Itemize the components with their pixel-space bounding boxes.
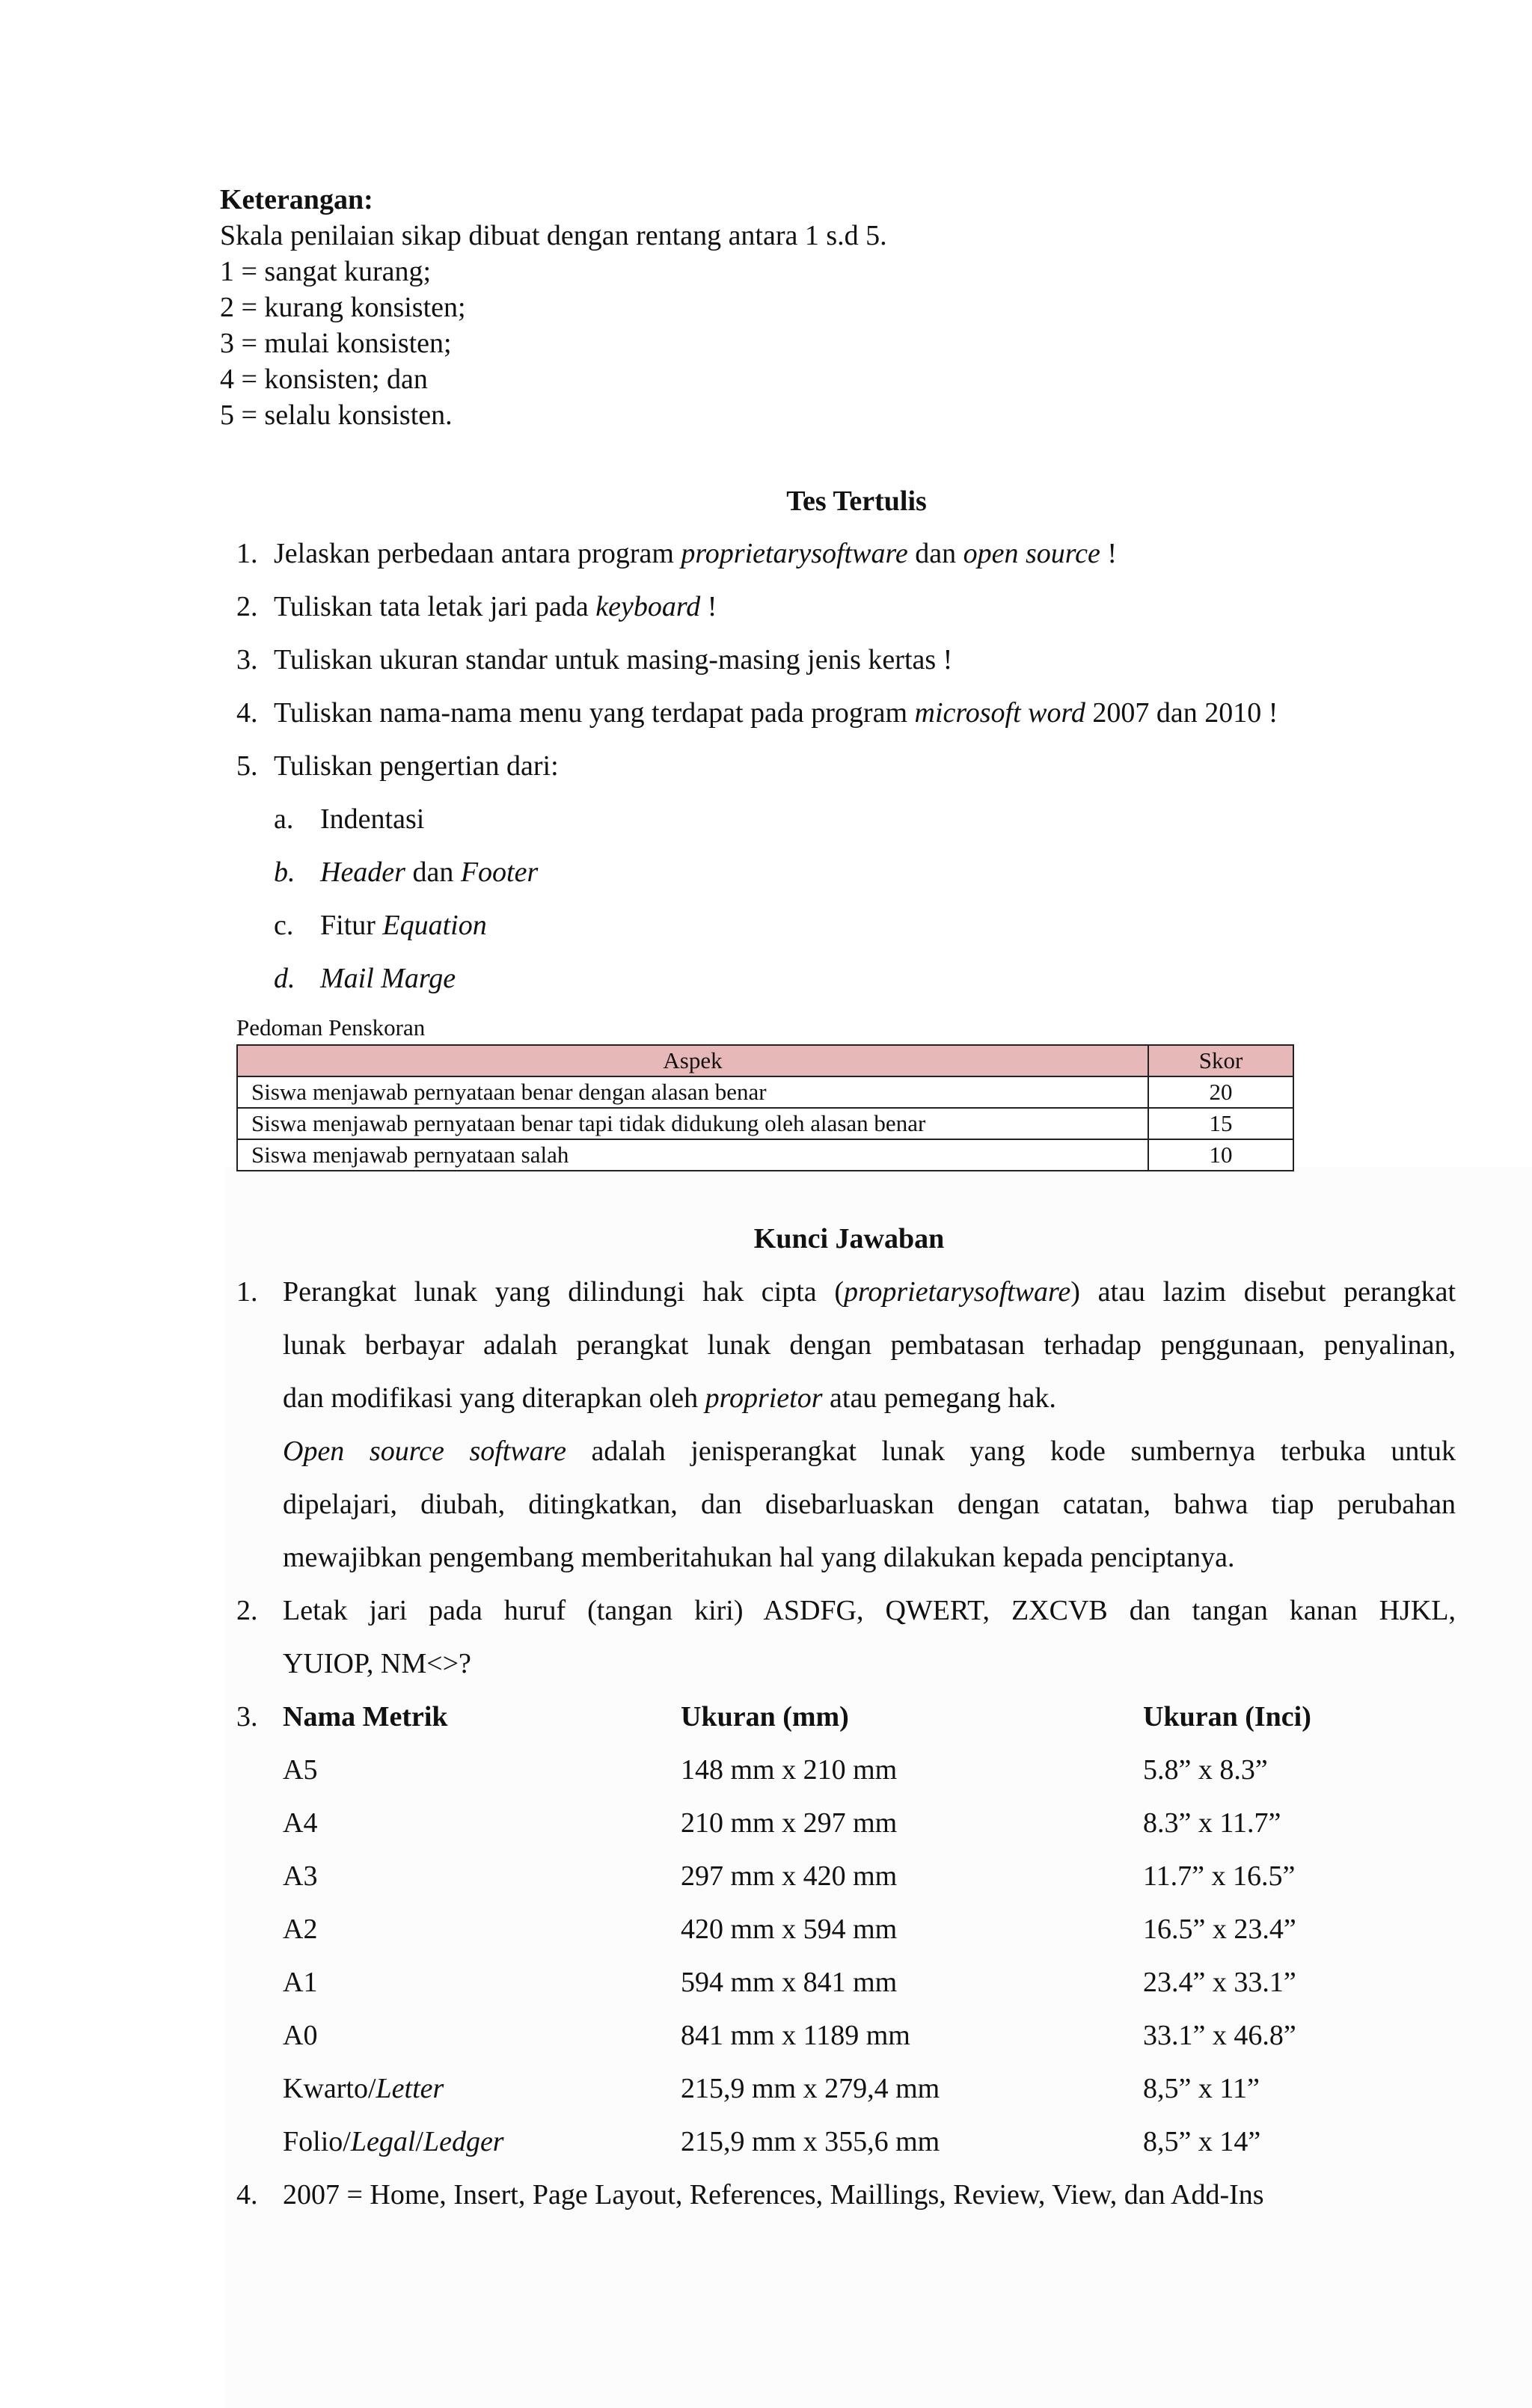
table-header-row [237, 1045, 1293, 1076]
paper-name: A2 [283, 1914, 318, 1945]
keterangan-line: 2 = kurang konsisten; [220, 292, 466, 323]
keterangan-line: 1 = sangat kurang; [220, 256, 432, 287]
paper-mm: 841 mm x 1189 mm [681, 2020, 910, 2051]
kunci-jawaban-title: Kunci Jawaban [753, 1223, 945, 1254]
answer-1-line: mewajibkan pengembang memberitahukan hal yang dilakukan kepada penciptanya. [283, 1542, 1235, 1573]
pedoman-caption: Pedoman Penskoran [236, 1014, 426, 1041]
paper-inch: 5.8” x 8.3” [1143, 1754, 1268, 1786]
sub-item-c: Fitur Equation [320, 910, 487, 941]
sub-label: a. [274, 803, 294, 835]
answer-1-line: dan modifikasi yang diterapkan oleh proprietor atau pemegang hak. [283, 1382, 1056, 1414]
sub-label: b. [274, 857, 295, 888]
table-row [237, 1139, 1293, 1171]
column-header-skor: Skor [1148, 1045, 1293, 1076]
answer-1-line: Open source software adalah jenisperangkat lunak yang kode sumbernya terbuka untuk [283, 1436, 1456, 1467]
question-number: 3. [236, 644, 258, 675]
keterangan-title: Keterangan: [220, 184, 373, 215]
paper-mm: 210 mm x 297 mm [681, 1807, 898, 1839]
paper-name: A1 [283, 1967, 318, 1998]
paper-inch: 8.3” x 11.7” [1143, 1807, 1281, 1839]
question-2: Tuliskan tata letak jari pada keyboard ! [274, 591, 717, 622]
question-number: 4. [236, 697, 258, 729]
keterangan-line: 4 = konsisten; dan [220, 364, 428, 395]
answer-1-line: lunak berbayar adalah perangkat lunak dengan pembatasan terhadap penggunaan, penyalinan, [283, 1329, 1456, 1361]
paper-inch: 23.4” x 33.1” [1143, 1967, 1296, 1998]
sub-item-d: Mail Marge [320, 963, 456, 994]
paper-mm: 297 mm x 420 mm [681, 1860, 898, 1892]
skor-cell: 10 [1148, 1139, 1293, 1171]
paper-inch: 8,5” x 14” [1143, 2126, 1261, 2157]
paper-mm: 215,9 mm x 355,6 mm [681, 2126, 940, 2157]
question-3: Tuliskan ukuran standar untuk masing-masing jenis kertas ! [274, 644, 953, 675]
paper-name: A5 [283, 1754, 318, 1786]
keterangan-line: 5 = selalu konsisten. [220, 399, 453, 431]
answer-number: 3. [236, 1701, 258, 1733]
paper-name: A3 [283, 1860, 318, 1892]
paper-header-mm: Ukuran (mm) [681, 1701, 849, 1733]
keterangan-line: Skala penilaian sikap dibuat dengan rentang antara 1 s.d 5. [220, 220, 887, 251]
paper-name: Kwarto/Letter [283, 2073, 444, 2104]
keterangan-line: 3 = mulai konsisten; [220, 328, 452, 359]
sub-item-a: Indentasi [320, 803, 425, 835]
sub-label: d. [274, 963, 295, 994]
paper-header-inch: Ukuran (Inci) [1143, 1701, 1311, 1733]
tes-tertulis-title: Tes Tertulis [786, 485, 927, 517]
paper-name: Folio/Legal/Ledger [283, 2126, 504, 2157]
answer-number: 4. [236, 2179, 258, 2211]
paper-inch: 33.1” x 46.8” [1143, 2020, 1296, 2051]
paper-mm: 148 mm x 210 mm [681, 1754, 898, 1786]
scoring-table [236, 1044, 1294, 1171]
question-4: Tuliskan nama-nama menu yang terdapat pada program microsoft word 2007 dan 2010 ! [274, 697, 1278, 729]
answer-1-line: dipelajari, diubah, ditingkatkan, dan disebarluaskan dengan catatan, bahwa tiap perubahan [283, 1489, 1456, 1520]
skor-cell: 15 [1148, 1108, 1293, 1139]
paper-mm: 420 mm x 594 mm [681, 1914, 898, 1945]
question-5: Tuliskan pengertian dari: [274, 750, 559, 782]
paper-mm: 215,9 mm x 279,4 mm [681, 2073, 940, 2104]
question-number: 5. [236, 750, 258, 782]
answer-1-line: Perangkat lunak yang dilindungi hak cipta (proprietarysoftware) atau lazim disebut perangkat [283, 1276, 1456, 1308]
answer-number: 2. [236, 1595, 258, 1626]
table-row [237, 1108, 1293, 1139]
aspek-cell: Siswa menjawab pernyataan benar tapi tidak didukung oleh alasan benar [237, 1108, 1148, 1139]
paper-inch: 8,5” x 11” [1143, 2073, 1260, 2104]
paper-name: A4 [283, 1807, 318, 1839]
paper-mm: 594 mm x 841 mm [681, 1967, 898, 1998]
answer-4-line: 2007 = Home, Insert, Page Layout, References, Maillings, Review, View, dan Add-Ins [283, 2179, 1264, 2211]
paper-inch: 16.5” x 23.4” [1143, 1914, 1296, 1945]
aspek-cell: Siswa menjawab pernyataan benar dengan alasan benar [237, 1076, 1148, 1108]
table-row [237, 1076, 1293, 1108]
sub-item-b: Header dan Footer [320, 857, 539, 888]
answer-2-line: YUIOP, NM<>? [283, 1648, 471, 1679]
paper-header-name: Nama Metrik [283, 1701, 448, 1733]
answer-2-line: Letak jari pada huruf (tangan kiri) ASDFG, QWERT, ZXCVB dan tangan kanan HJKL, [283, 1595, 1456, 1626]
question-number: 2. [236, 591, 258, 622]
skor-cell: 20 [1148, 1076, 1293, 1108]
aspek-cell: Siswa menjawab pernyataan salah [237, 1139, 1148, 1171]
sub-label: c. [274, 910, 294, 941]
column-header-aspek: Aspek [237, 1045, 1148, 1076]
question-1: Jelaskan perbedaan antara program proprietarysoftware dan open source ! [274, 538, 1117, 569]
paper-inch: 11.7” x 16.5” [1143, 1860, 1296, 1892]
answer-number: 1. [236, 1276, 258, 1308]
paper-name: A0 [283, 2020, 318, 2051]
question-number: 1. [236, 538, 258, 569]
